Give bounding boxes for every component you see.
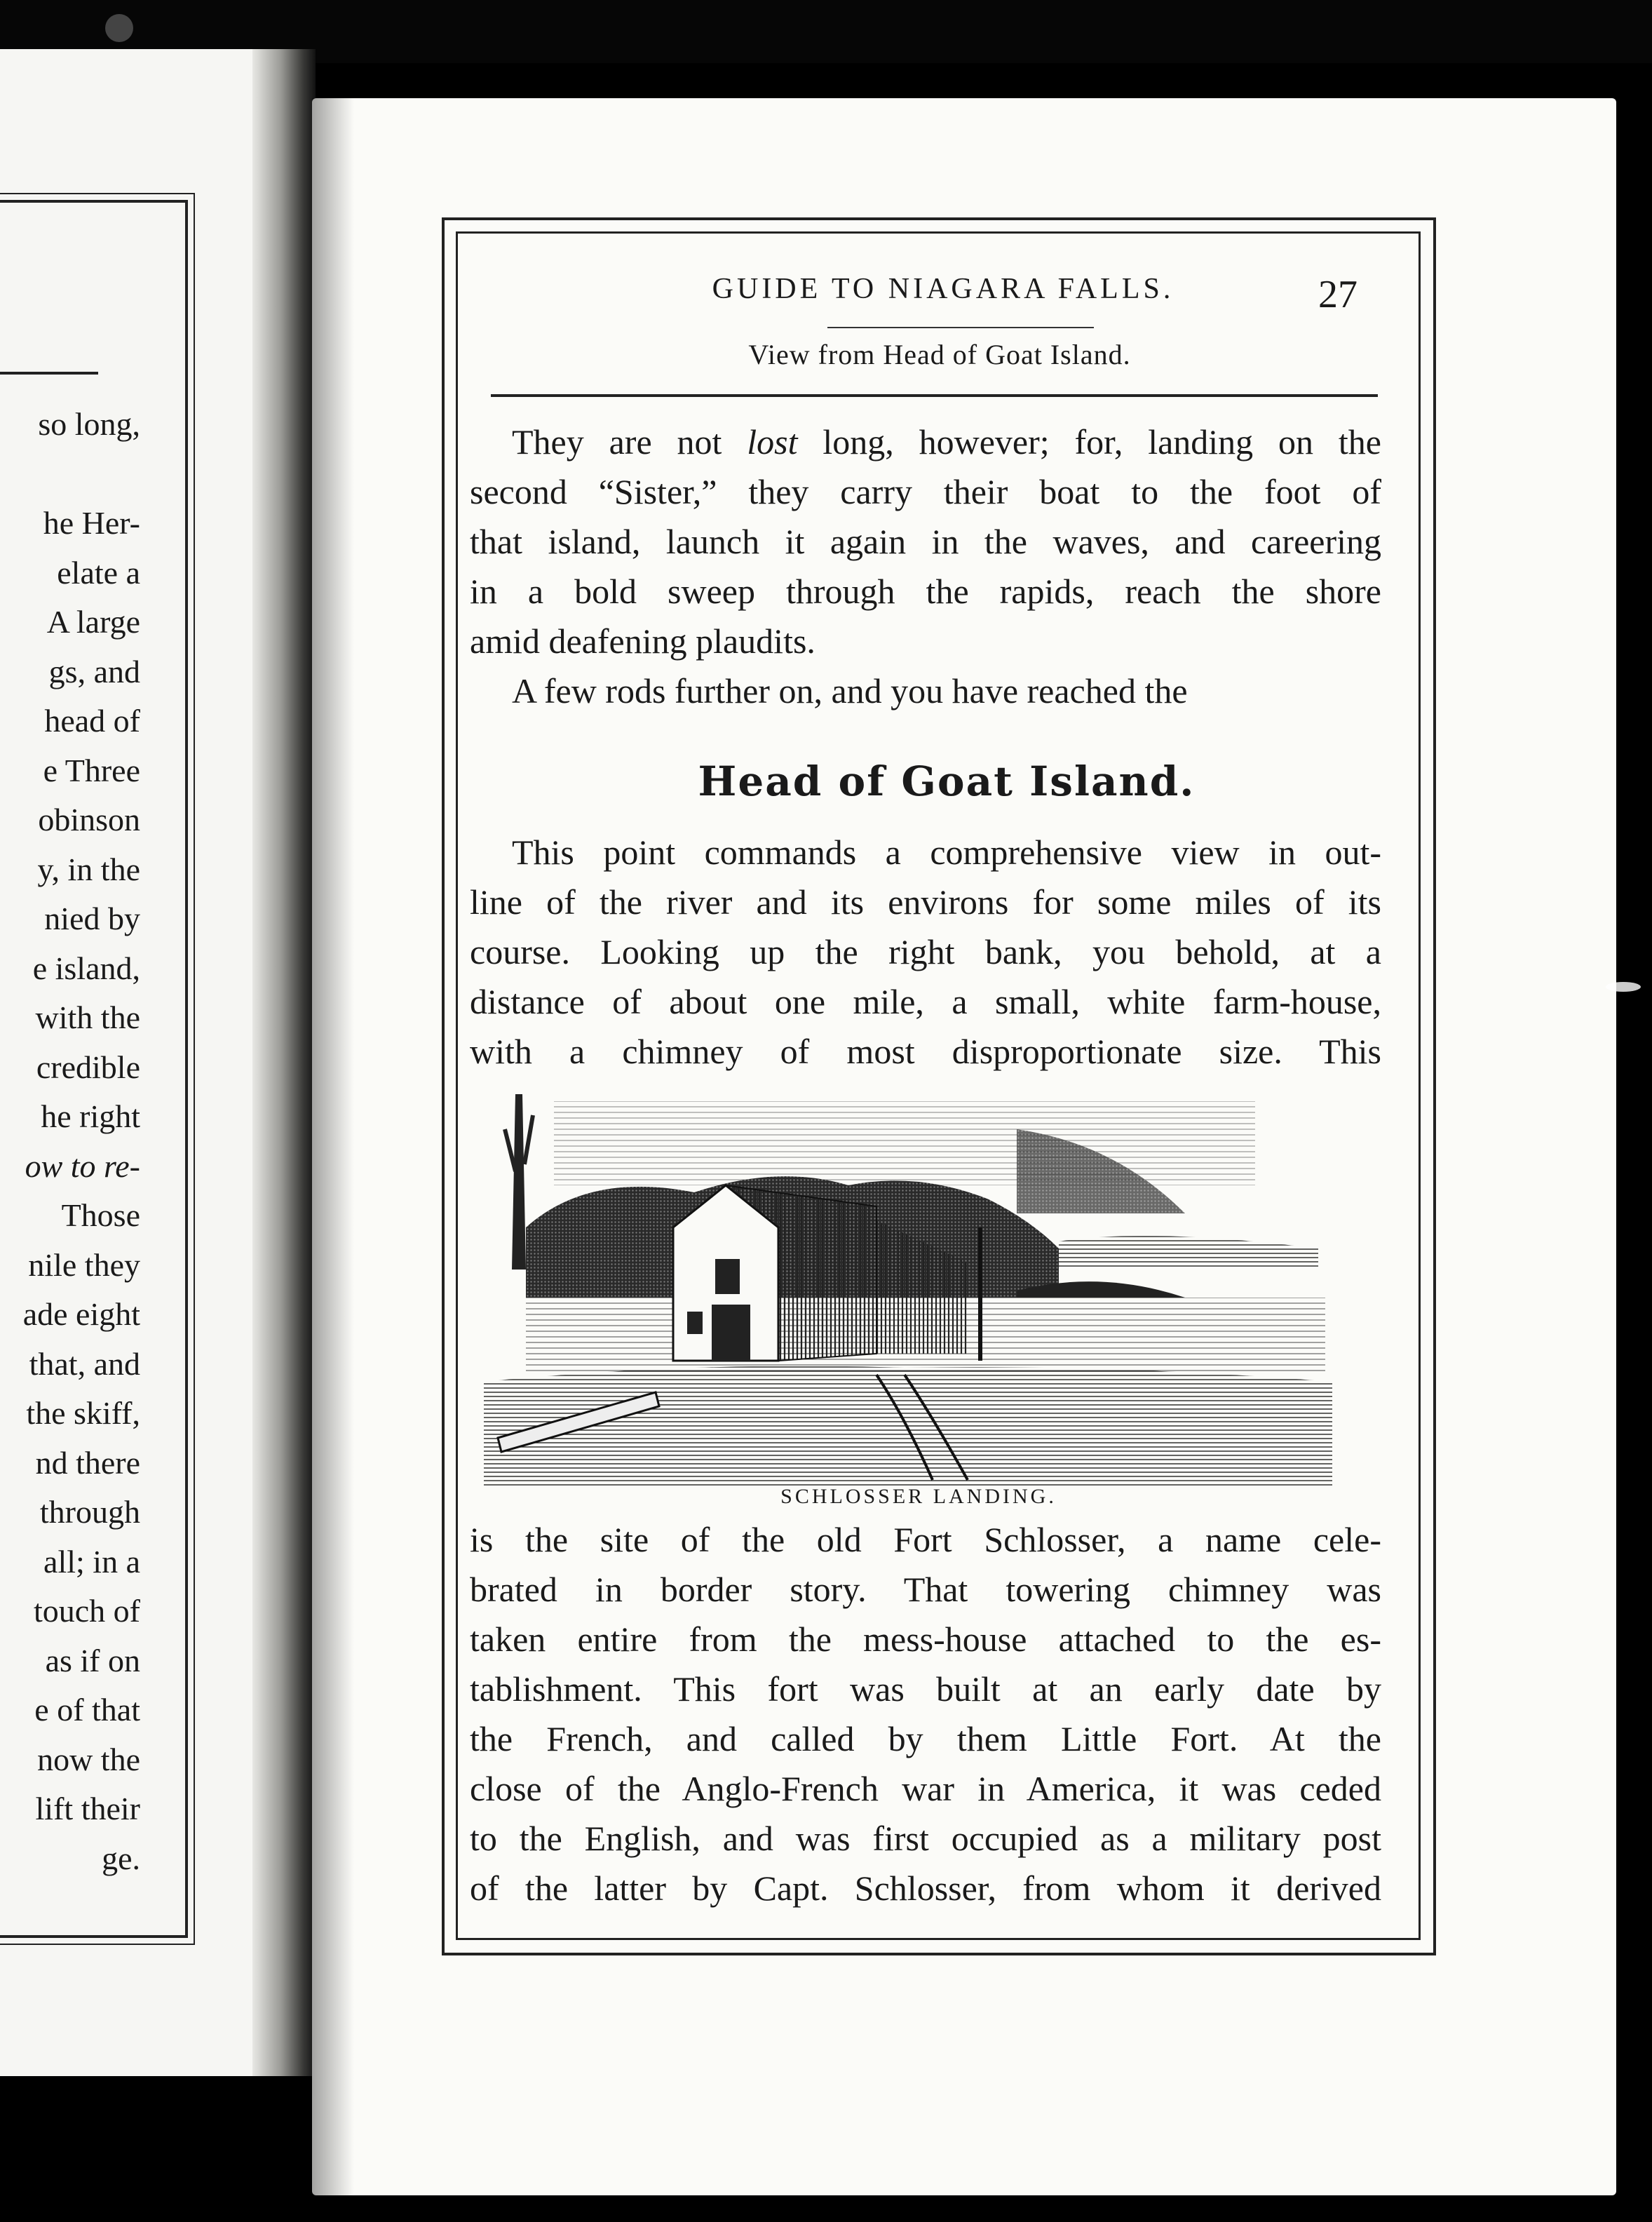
previous-page-line: the skiff, (26, 1395, 140, 1431)
previous-page-line: ow to re- (25, 1147, 140, 1184)
previous-page-line: A large (46, 604, 140, 640)
previous-page-line: all; in a (43, 1543, 140, 1580)
text-line: is the site of the old Fort Schlosser, a name cele- (470, 1520, 1381, 1559)
previous-page-line: so long, (38, 406, 140, 442)
previous-page-line: e Three (43, 752, 140, 788)
page-subhead: View from Head of Goat Island. (748, 339, 1131, 370)
previous-page-line: Those (61, 1197, 140, 1233)
text-line: This point commands a comprehensive view in out- (512, 833, 1381, 872)
text-line: amid deafening plaudits. (470, 621, 815, 661)
scan-speck (105, 14, 133, 42)
text-line: course. Looking up the right bank, you behold, at a (470, 932, 1381, 971)
emphasis: lost (747, 422, 798, 462)
text-line: to the English, and was first occupied as a military post (470, 1819, 1381, 1858)
previous-page-line: ade eight (22, 1296, 140, 1332)
previous-page-line: he right (41, 1098, 140, 1134)
running-head: GUIDE TO NIAGARA FALLS. (712, 273, 1174, 305)
text-line: close of the Anglo-French war in America, it was ceded (470, 1769, 1381, 1808)
previous-page-line: lift their (35, 1791, 140, 1826)
text-line: line of the river and its environs for some miles of its (470, 882, 1381, 922)
text-line: brated in border story. That towering chimney was (470, 1570, 1381, 1609)
text-line: second “Sister,” they carry their boat to the foot of (470, 472, 1381, 511)
previous-page-line: elate a (57, 554, 140, 591)
previous-page-line: now the (37, 1741, 140, 1777)
text-line: tablishment. This fort was built at an early date by (470, 1669, 1381, 1709)
schlosser-landing-engraving (484, 1087, 1332, 1487)
page-number: 27 (1318, 273, 1358, 316)
previous-page-line: touch of (33, 1593, 140, 1629)
previous-page-line: nd there (35, 1444, 140, 1481)
paragraph-view (470, 828, 1381, 1077)
previous-page-line: as if on (45, 1642, 140, 1678)
text-line: the French, and called by them Little Fort. At the (470, 1719, 1381, 1758)
previous-page-line: that, and (29, 1345, 140, 1382)
text-line: in a bold sweep through the rapids, reach the shore (470, 572, 1381, 611)
previous-page-line: obinson (38, 802, 140, 837)
text-line: of the latter by Capt. Schlosser, from whom it derived (470, 1868, 1381, 1908)
previous-page-line: credible (36, 1049, 140, 1085)
previous-page-line: nied by (44, 901, 140, 936)
section-heading: Head of Goat Island. (698, 758, 1196, 805)
illustration-caption: SCHLOSSER LANDING. (780, 1485, 1057, 1508)
previous-page-text (0, 400, 140, 1883)
previous-page-line: gs, and (48, 653, 140, 689)
text-line: distance of about one mile, a small, white farm-house, (470, 982, 1381, 1021)
previous-page-line: e of that (34, 1692, 140, 1728)
header-rule (491, 394, 1378, 397)
page-shadow (312, 98, 354, 2195)
text-line: A few rods further on, and you have reached the (512, 671, 1188, 711)
text-line: They are not lost long, however; for, landing on the (512, 422, 1381, 462)
previous-page-line: y, in the (37, 851, 140, 887)
header-short-rule (827, 327, 1094, 328)
paragraph-boat-landing (470, 417, 1381, 716)
paragraph-fort-schlosser (470, 1515, 1381, 1913)
previous-page-line: nile they (28, 1246, 140, 1283)
previous-page-line: head of (44, 703, 140, 739)
scan-speck (1606, 982, 1641, 992)
text-line: taken entire from the mess-house attached to the es- (470, 1620, 1381, 1659)
previous-page-line: ge. (102, 1840, 140, 1876)
previous-page-line: he Her- (43, 505, 140, 541)
previous-page-rule (0, 372, 98, 375)
previous-page-line (0, 450, 140, 499)
previous-page-line: with the (35, 999, 140, 1035)
book-gutter (252, 49, 316, 2076)
previous-page-line: e island, (32, 950, 140, 986)
text-line: with a chimney of most disproportionate size. This (470, 1032, 1381, 1071)
text-line: that island, launch it again in the waves, and careering (470, 522, 1381, 561)
previous-page-line: through (39, 1494, 140, 1530)
